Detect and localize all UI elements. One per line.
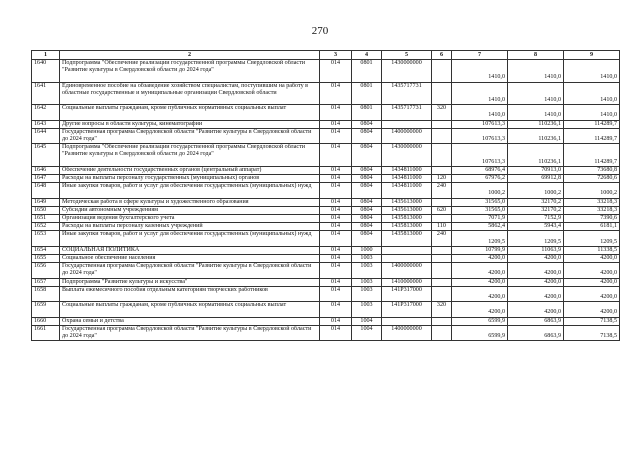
row-name: Государственная программа Свердловской области "Развитие культуры в Свердловской области до 2024 года": [60, 128, 320, 143]
row-amount-year1: 107613,3: [452, 128, 508, 143]
row-amount-year2: 110236,1: [508, 144, 564, 167]
row-ministry-code: 014: [320, 278, 352, 286]
row-amount-year3: 1000,2: [564, 183, 620, 198]
row-number: 1658: [32, 286, 60, 301]
row-amount-year3: 4200,0: [564, 254, 620, 262]
row-ministry-code: 014: [320, 174, 352, 182]
row-expense-type: [432, 120, 452, 128]
row-expense-type: [432, 286, 452, 301]
row-amount-year1: 1000,2: [452, 183, 508, 198]
row-amount-year2: 1410,0: [508, 60, 564, 83]
row-amount-year1: 1410,0: [452, 105, 508, 120]
row-expense-type: [432, 325, 452, 340]
row-expense-type: 620: [432, 206, 452, 214]
row-ministry-code: 014: [320, 223, 352, 231]
row-amount-year3: 114289,7: [564, 144, 620, 167]
row-amount-year1: 4200,0: [452, 263, 508, 278]
row-number: 1642: [32, 105, 60, 120]
row-name: Государственная программа Свердловской области "Развитие культуры в Свердловской области до 2024 года": [60, 325, 320, 340]
row-number: 1652: [32, 223, 60, 231]
col-header: 1: [32, 51, 60, 60]
row-amount-year2: 69912,8: [508, 174, 564, 182]
row-section-code: 0804: [352, 120, 382, 128]
table-body: [32, 60, 620, 341]
col-header: 8: [508, 51, 564, 60]
row-amount-year1: 68976,4: [452, 166, 508, 174]
row-ministry-code: 014: [320, 246, 352, 254]
row-amount-year2: 32170,2: [508, 198, 564, 206]
row-target-code: 1400000000: [382, 325, 432, 340]
table-row: [32, 144, 620, 167]
row-section-code: 0804: [352, 183, 382, 198]
row-name: Другие вопросы в области культуры, кинематографии: [60, 120, 320, 128]
table-row: [32, 183, 620, 198]
row-section-code: 0804: [352, 144, 382, 167]
row-target-code: [382, 317, 432, 325]
row-amount-year2: 11063,9: [508, 246, 564, 254]
row-amount-year3: 33218,3: [564, 198, 620, 206]
row-amount-year3: 1410,0: [564, 105, 620, 120]
row-target-code: 1435717731: [382, 105, 432, 120]
row-amount-year2: 1410,0: [508, 82, 564, 105]
row-target-code: 1400000000: [382, 263, 432, 278]
table-row: [32, 263, 620, 278]
row-name: Субсидии автономным учреждениям: [60, 206, 320, 214]
row-amount-year2: 6863,9: [508, 317, 564, 325]
row-ministry-code: 014: [320, 144, 352, 167]
row-ministry-code: 014: [320, 128, 352, 143]
row-name: Методическая работа в сфере культуры и художественного образования: [60, 198, 320, 206]
budget-table: [31, 50, 620, 341]
header-row: [32, 51, 620, 60]
row-target-code: 1434811000: [382, 174, 432, 182]
table-row: [32, 174, 620, 182]
row-target-code: 1435613000: [382, 206, 432, 214]
row-target-code: [382, 254, 432, 262]
row-name: Государственная программа Свердловской области "Развитие культуры в Свердловской области до 2024 года": [60, 263, 320, 278]
row-name: Охрана семьи и детства: [60, 317, 320, 325]
row-name: Подпрограмма "Обеспечение реализации государственной программы Свердловской области "Развитие культуры в Свердловской области до 2024 года": [60, 60, 320, 83]
row-amount-year1: 5862,4: [452, 223, 508, 231]
row-expense-type: 240: [432, 183, 452, 198]
row-name: Иные закупки товаров, работ и услуг для обеспечения государственных (муниципальных) нужд: [60, 183, 320, 198]
row-expense-type: [432, 128, 452, 143]
col-header: 6: [432, 51, 452, 60]
table-row: [32, 278, 620, 286]
row-name: Иные закупки товаров, работ и услуг для обеспечения государственных (муниципальных) нужд: [60, 231, 320, 246]
row-amount-year3: 73680,8: [564, 166, 620, 174]
row-ministry-code: 014: [320, 183, 352, 198]
row-amount-year3: 114289,7: [564, 128, 620, 143]
row-target-code: [382, 120, 432, 128]
row-section-code: 0804: [352, 214, 382, 222]
row-amount-year3: 7138,5: [564, 317, 620, 325]
row-amount-year3: 4200,0: [564, 302, 620, 317]
row-section-code: 1000: [352, 246, 382, 254]
row-amount-year1: 4200,0: [452, 286, 508, 301]
row-number: 1641: [32, 82, 60, 105]
row-section-code: 0801: [352, 60, 382, 83]
row-amount-year1: 10799,9: [452, 246, 508, 254]
row-section-code: 1003: [352, 278, 382, 286]
row-section-code: 0804: [352, 206, 382, 214]
row-expense-type: 320: [432, 302, 452, 317]
row-amount-year1: 31565,0: [452, 198, 508, 206]
row-expense-type: [432, 144, 452, 167]
row-number: 1643: [32, 120, 60, 128]
col-header: 5: [382, 51, 432, 60]
row-amount-year2: 6863,9: [508, 325, 564, 340]
row-amount-year1: 31565,0: [452, 206, 508, 214]
row-name: Выплата ежемесячного пособия отдельным категориям творческих работников: [60, 286, 320, 301]
page-number: 270: [311, 25, 329, 37]
row-ministry-code: 014: [320, 317, 352, 325]
row-number: 1653: [32, 231, 60, 246]
row-amount-year2: 4200,0: [508, 302, 564, 317]
row-number: 1660: [32, 317, 60, 325]
table-row: [32, 128, 620, 143]
row-section-code: 0804: [352, 166, 382, 174]
row-section-code: 1003: [352, 286, 382, 301]
row-target-code: [382, 246, 432, 254]
row-target-code: 1435813000: [382, 223, 432, 231]
row-ministry-code: 014: [320, 325, 352, 340]
row-amount-year2: 70913,0: [508, 166, 564, 174]
row-section-code: 0801: [352, 82, 382, 105]
row-amount-year2: 32170,2: [508, 206, 564, 214]
col-header: 4: [352, 51, 382, 60]
row-amount-year2: 4200,0: [508, 286, 564, 301]
col-header: 3: [320, 51, 352, 60]
row-number: 1644: [32, 128, 60, 143]
row-name: Единовременное пособие на обзаведение хозяйством специалистам, поступившим на работу в областные государственные и муниципальные организации Свердловской области: [60, 82, 320, 105]
row-name: Обеспечение деятельности государственных органов (центральный аппарат): [60, 166, 320, 174]
row-section-code: 0804: [352, 198, 382, 206]
row-amount-year3: 7138,5: [564, 325, 620, 340]
row-name: Организация ведения бухгалтерского учета: [60, 214, 320, 222]
row-expense-type: 320: [432, 105, 452, 120]
row-ministry-code: 014: [320, 254, 352, 262]
row-amount-year1: 4200,0: [452, 278, 508, 286]
row-name: Социальное обеспечение населения: [60, 254, 320, 262]
row-number: 1640: [32, 60, 60, 83]
row-section-code: 0804: [352, 231, 382, 246]
row-number: 1646: [32, 166, 60, 174]
row-section-code: 0804: [352, 174, 382, 182]
row-ministry-code: 014: [320, 82, 352, 105]
row-expense-type: [432, 198, 452, 206]
row-target-code: 1435813000: [382, 231, 432, 246]
row-number: 1654: [32, 246, 60, 254]
row-expense-type: [432, 166, 452, 174]
row-number: 1645: [32, 144, 60, 167]
row-ministry-code: 014: [320, 214, 352, 222]
row-section-code: 0801: [352, 105, 382, 120]
row-amount-year1: 6599,9: [452, 325, 508, 340]
table-row: [32, 325, 620, 340]
table-row: [32, 105, 620, 120]
row-section-code: 1004: [352, 317, 382, 325]
row-expense-type: [432, 263, 452, 278]
row-section-code: 0804: [352, 128, 382, 143]
row-ministry-code: 014: [320, 105, 352, 120]
table-row: [32, 317, 620, 325]
row-amount-year3: 4200,0: [564, 278, 620, 286]
row-target-code: 1435717731: [382, 82, 432, 105]
col-header: 9: [564, 51, 620, 60]
row-ministry-code: 014: [320, 198, 352, 206]
row-amount-year3: 1410,0: [564, 82, 620, 105]
row-number: 1655: [32, 254, 60, 262]
row-ministry-code: 014: [320, 120, 352, 128]
row-amount-year2: 7152,9: [508, 214, 564, 222]
row-amount-year2: 110236,1: [508, 120, 564, 128]
row-amount-year3: 1410,0: [564, 60, 620, 83]
row-number: 1657: [32, 278, 60, 286]
row-ministry-code: 014: [320, 206, 352, 214]
table-row: [32, 120, 620, 128]
row-ministry-code: 014: [320, 263, 352, 278]
row-expense-type: [432, 246, 452, 254]
row-target-code: 141Р317000: [382, 286, 432, 301]
table-row: [32, 231, 620, 246]
col-header: 7: [452, 51, 508, 60]
col-header: 2: [60, 51, 320, 60]
row-ministry-code: 014: [320, 231, 352, 246]
row-target-code: 1435613000: [382, 198, 432, 206]
row-expense-type: 240: [432, 231, 452, 246]
row-target-code: 1434811000: [382, 183, 432, 198]
row-amount-year2: 4200,0: [508, 278, 564, 286]
row-section-code: 1003: [352, 254, 382, 262]
row-expense-type: [432, 214, 452, 222]
row-amount-year1: 4200,0: [452, 254, 508, 262]
row-amount-year1: 6599,9: [452, 317, 508, 325]
row-amount-year3: 72680,6: [564, 174, 620, 182]
row-target-code: 1434811000: [382, 166, 432, 174]
row-name: Социальные выплаты гражданам, кроме публичных нормативных социальных выплат: [60, 105, 320, 120]
row-number: 1649: [32, 198, 60, 206]
row-amount-year2: 4200,0: [508, 263, 564, 278]
row-amount-year3: 4200,0: [564, 263, 620, 278]
table-row: [32, 223, 620, 231]
row-ministry-code: 014: [320, 302, 352, 317]
row-expense-type: [432, 254, 452, 262]
row-name: Расходы на выплаты персоналу государственных (муниципальных) органов: [60, 174, 320, 182]
row-number: 1651: [32, 214, 60, 222]
row-name: Подпрограмма "Развитие культуры и искусства": [60, 278, 320, 286]
row-amount-year2: 1209,5: [508, 231, 564, 246]
row-number: 1656: [32, 263, 60, 278]
table-row: [32, 166, 620, 174]
row-expense-type: [432, 60, 452, 83]
row-amount-year1: 7071,9: [452, 214, 508, 222]
row-target-code: 141Р317000: [382, 302, 432, 317]
row-target-code: 1410000000: [382, 278, 432, 286]
row-amount-year2: 110236,1: [508, 128, 564, 143]
table-row: [32, 286, 620, 301]
table-row: [32, 214, 620, 222]
row-amount-year3: 4200,0: [564, 286, 620, 301]
row-name: Подпрограмма "Обеспечение реализации государственной программы Свердловской области "Развитие культуры в Свердловской области до 2024 года": [60, 144, 320, 167]
table-row: [32, 246, 620, 254]
row-amount-year3: 7390,6: [564, 214, 620, 222]
table-row: [32, 302, 620, 317]
row-ministry-code: 014: [320, 60, 352, 83]
row-amount-year1: 67976,2: [452, 174, 508, 182]
table-row: [32, 60, 620, 83]
row-ministry-code: 014: [320, 166, 352, 174]
row-expense-type: [432, 82, 452, 105]
row-target-code: 1430000000: [382, 60, 432, 83]
row-amount-year3: 6181,1: [564, 223, 620, 231]
row-ministry-code: 014: [320, 286, 352, 301]
row-expense-type: 110: [432, 223, 452, 231]
row-target-code: 1430000000: [382, 144, 432, 167]
row-amount-year3: 11338,5: [564, 246, 620, 254]
row-section-code: 1004: [352, 325, 382, 340]
row-amount-year1: 4200,0: [452, 302, 508, 317]
row-amount-year2: 1410,0: [508, 105, 564, 120]
row-number: 1659: [32, 302, 60, 317]
row-amount-year1: 1209,5: [452, 231, 508, 246]
row-section-code: 0804: [352, 223, 382, 231]
row-amount-year2: 4200,0: [508, 254, 564, 262]
table-row: [32, 82, 620, 105]
row-amount-year3: 33218,3: [564, 206, 620, 214]
row-expense-type: 120: [432, 174, 452, 182]
row-amount-year1: 1410,0: [452, 60, 508, 83]
row-expense-type: [432, 278, 452, 286]
row-amount-year1: 107613,3: [452, 120, 508, 128]
row-amount-year3: 1209,5: [564, 231, 620, 246]
row-amount-year2: 5943,4: [508, 223, 564, 231]
table-row: [32, 254, 620, 262]
row-amount-year1: 107613,3: [452, 144, 508, 167]
row-target-code: 1435813000: [382, 214, 432, 222]
row-number: 1661: [32, 325, 60, 340]
row-number: 1650: [32, 206, 60, 214]
row-number: 1648: [32, 183, 60, 198]
row-name: Социальные выплаты гражданам, кроме публичных нормативных социальных выплат: [60, 302, 320, 317]
row-section-code: 1003: [352, 263, 382, 278]
row-expense-type: [432, 317, 452, 325]
table-row: [32, 206, 620, 214]
row-name: СОЦИАЛЬНАЯ ПОЛИТИКА: [60, 246, 320, 254]
row-name: Расходы на выплаты персоналу казенных учреждений: [60, 223, 320, 231]
row-section-code: 1003: [352, 302, 382, 317]
row-amount-year1: 1410,0: [452, 82, 508, 105]
row-amount-year2: 1000,2: [508, 183, 564, 198]
row-target-code: 1400000000: [382, 128, 432, 143]
row-amount-year3: 114289,7: [564, 120, 620, 128]
table-row: [32, 198, 620, 206]
row-number: 1647: [32, 174, 60, 182]
